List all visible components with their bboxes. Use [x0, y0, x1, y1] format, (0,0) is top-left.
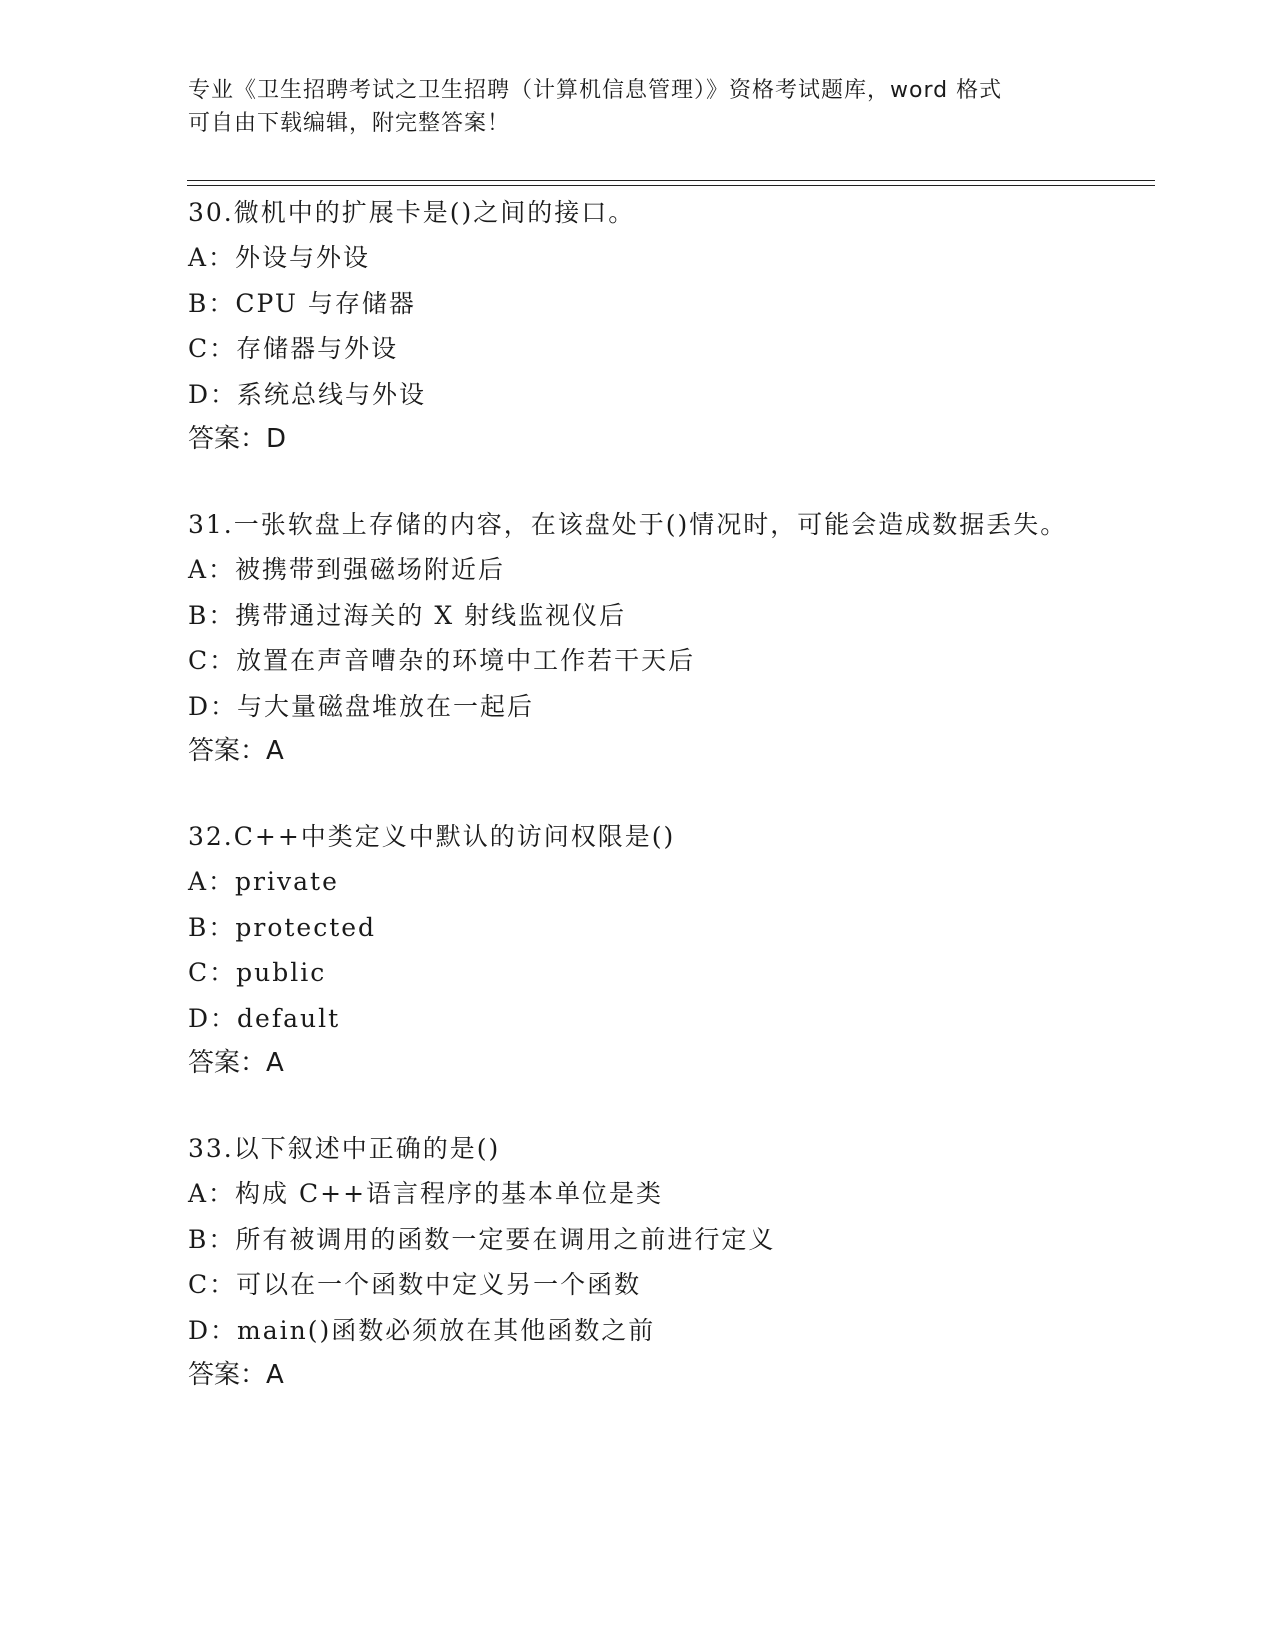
question-30 [188, 190, 1088, 462]
option-c: C：可以在一个函数中定义另一个函数 [188, 1270, 642, 1299]
question-spacer [188, 462, 1088, 502]
answer-label: 答案： [188, 1360, 267, 1390]
question-stem: 32.C++中类定义中默认的访问权限是() [188, 822, 676, 851]
option-c: C：放置在声音嘈杂的环境中工作若干天后 [188, 646, 696, 675]
header-line-1: 专业《卫生招聘考试之卫生招聘（计算机信息管理）》资格考试题库，word 格式 [188, 78, 1003, 103]
answer-line [188, 417, 1088, 462]
option-c: C：存储器与外设 [188, 334, 399, 363]
question-stem: 31.一张软盘上存储的内容，在该盘处于()情况时，可能会造成数据丢失。 [188, 510, 1068, 539]
option-d: D：main()函数必须放在其他函数之前 [188, 1315, 656, 1345]
answer-line [188, 1041, 1088, 1086]
answer-label: 答案： [188, 424, 267, 454]
option-b: B：所有被调用的函数一定要在调用之前进行定义 [188, 1224, 776, 1254]
answer-label: 答案： [188, 736, 267, 766]
question-spacer [188, 1086, 1088, 1126]
question-32 [188, 814, 1088, 1086]
option-a: A：private [188, 867, 339, 896]
question-list [188, 190, 1088, 1398]
answer-line [188, 1353, 1088, 1398]
option-d: D：系统总线与外设 [188, 379, 427, 409]
question-stem: 30.微机中的扩展卡是()之间的接口。 [188, 198, 636, 227]
answer-value: A [266, 1048, 284, 1078]
answer-value: D [266, 424, 287, 454]
answer-value: A [266, 1360, 284, 1390]
option-d: D：default [188, 1003, 341, 1033]
option-b: B：CPU 与存储器 [188, 288, 416, 318]
answer-label: 答案： [188, 1048, 267, 1078]
question-spacer [188, 774, 1088, 814]
question-33 [188, 1126, 1088, 1398]
header-rule-bottom [187, 185, 1155, 186]
header-rule-top [187, 180, 1155, 181]
option-c: C：public [188, 958, 327, 987]
answer-line [188, 729, 1088, 774]
option-a: A：外设与外设 [188, 243, 371, 272]
option-a: A：构成 C++语言程序的基本单位是类 [188, 1179, 664, 1208]
document-header [188, 74, 1088, 140]
header-line-2: 可自由下载编辑，附完整答案！ [188, 111, 511, 136]
option-d: D：与大量磁盘堆放在一起后 [188, 691, 535, 721]
question-stem: 33.以下叙述中正确的是() [188, 1134, 501, 1163]
option-a: A：被携带到强磁场附近后 [188, 555, 506, 584]
option-b: B：protected [188, 912, 377, 942]
option-b: B：携带通过海关的 X 射线监视仪后 [188, 600, 627, 630]
question-31 [188, 502, 1088, 774]
answer-value: A [266, 736, 284, 766]
